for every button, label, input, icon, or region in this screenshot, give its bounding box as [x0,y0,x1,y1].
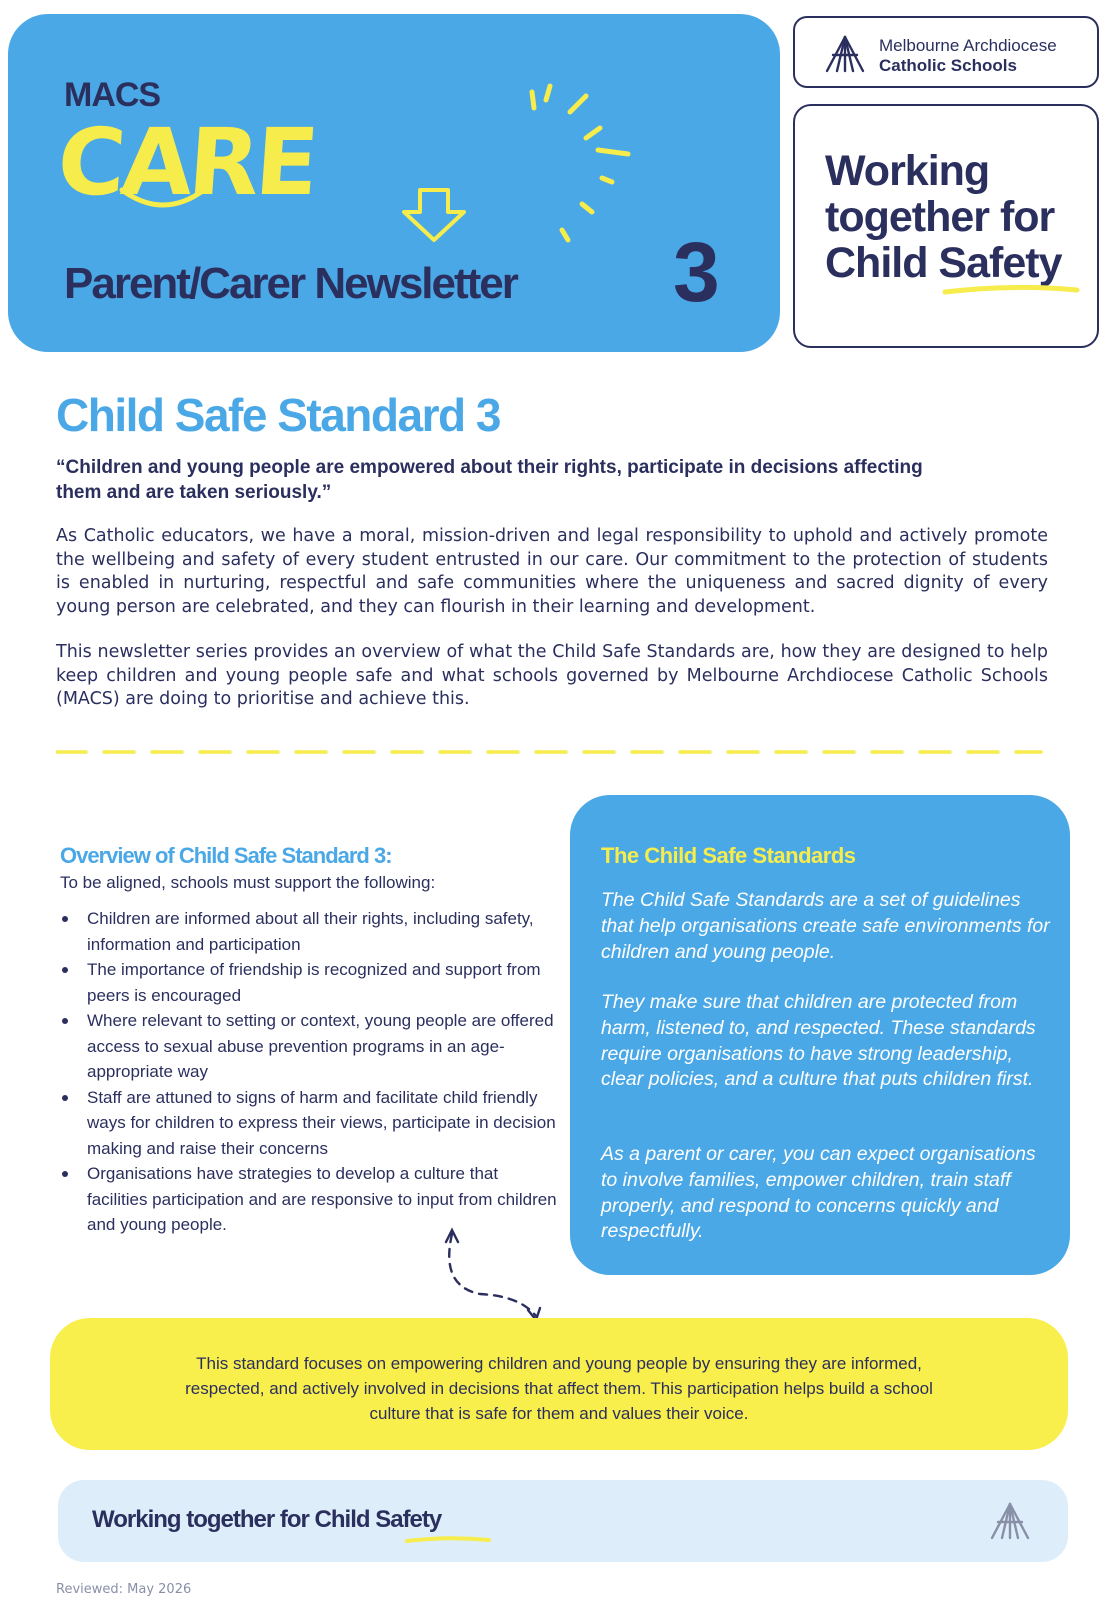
macs-logo-icon [823,35,867,75]
list-item: Organisations have strategies to develop a culture that facilities participation and are responsive to input from children and young people. [60,1161,560,1238]
overview-list [60,906,560,1238]
footer-tagline: Working together for Child Safety [92,1506,442,1533]
down-arrow-icon [398,186,470,246]
callout-line: culture that is safe for them and values their voice. [369,1404,749,1423]
focus-callout [50,1318,1068,1450]
newsletter-title: Parent/Carer Newsletter [64,259,517,308]
list-item: The importance of friendship is recognized and support from peers is encouraged [60,957,560,1008]
logo-line-1: Melbourne Archdiocese [879,36,1057,55]
card-paragraph: They make sure that children are protected from harm, listened to, and respected. These standards require organisations to have strong leadership, clear policies, and a culture that puts children first. [601,991,1036,1091]
macs-wordmark: MACS [64,76,161,114]
footer-banner [58,1480,1068,1562]
dashed-arrow-icon [440,1226,550,1326]
card-paragraph: As a parent or carer, you can expect organisations to involve families, empower children, train staff properly, and respond to concerns quickly and respectfully. [601,1143,1036,1243]
smile-icon [118,184,208,212]
intro-paragraph: As Catholic educators, we have a moral, mission-driven and legal responsibility to uphold and actively promote the wellbeing and safety of every student entrusted in our care. Our commitment to the protection of students is enabled in nurturing, respectful and safe communities where the uniqueness and sacred dignity of every young person are celebrated, and they can flourish in their learning and development. [56,526,1048,617]
page-title: Child Safe Standard 3 [56,389,500,441]
intro-paragraph: This newsletter series provides an overview of what the Child Safe Standards are, how they are designed to help keep children and young people safe and what schools governed by Melbourne Archdiocese Catholic Schools (MACS) are doing to prioritise and achieve this. [56,642,1048,709]
care-wordmark: CARE [54,109,319,216]
card-heading: The Child Safe Standards [601,843,856,868]
macs-logo-icon [988,1502,1032,1542]
standard-quote: “Children and young people are empowered about their rights, participate in decisions affecting them and are taken seriously.” [56,457,923,503]
issue-number: 3 [673,225,720,319]
review-date: Reviewed: May 2026 [56,1582,192,1597]
overview-intro: To be aligned, schools must support the following: [60,873,436,892]
tagline-box [793,104,1099,348]
list-item: Where relevant to setting or context, young people are offered access to sexual abuse prevention programs in an age-appropriate way [60,1008,560,1085]
tagline-text: Working together for Child Safety [825,147,1062,287]
callout-line: This standard focuses on empowering children and young people by ensuring they are informed, [196,1354,922,1373]
list-item: Children are informed about all their rights, including safety, information and participation [60,906,560,957]
sun-rays-icon [528,78,638,258]
macs-logo-box [793,16,1099,88]
child-safe-standards-card [570,795,1070,1275]
header-banner [8,14,780,352]
overview-heading: Overview of Child Safe Standard 3: [60,843,392,868]
callout-text [50,1351,1068,1426]
tagline-underline [941,282,1081,298]
footer-underline [403,1534,493,1546]
card-paragraph: The Child Safe Standards are a set of guidelines that help organisations create safe environments for children and young people. [601,889,1050,963]
list-item: Staff are attuned to signs of harm and facilitate child friendly ways for children to express their views, participate in decision making and raise their concerns [60,1085,560,1162]
dashed-divider [56,747,1046,757]
logo-line-2: Catholic Schools [879,56,1017,75]
callout-line: respected, and actively involved in decisions that affect them. This participation helps build a school [185,1379,933,1398]
